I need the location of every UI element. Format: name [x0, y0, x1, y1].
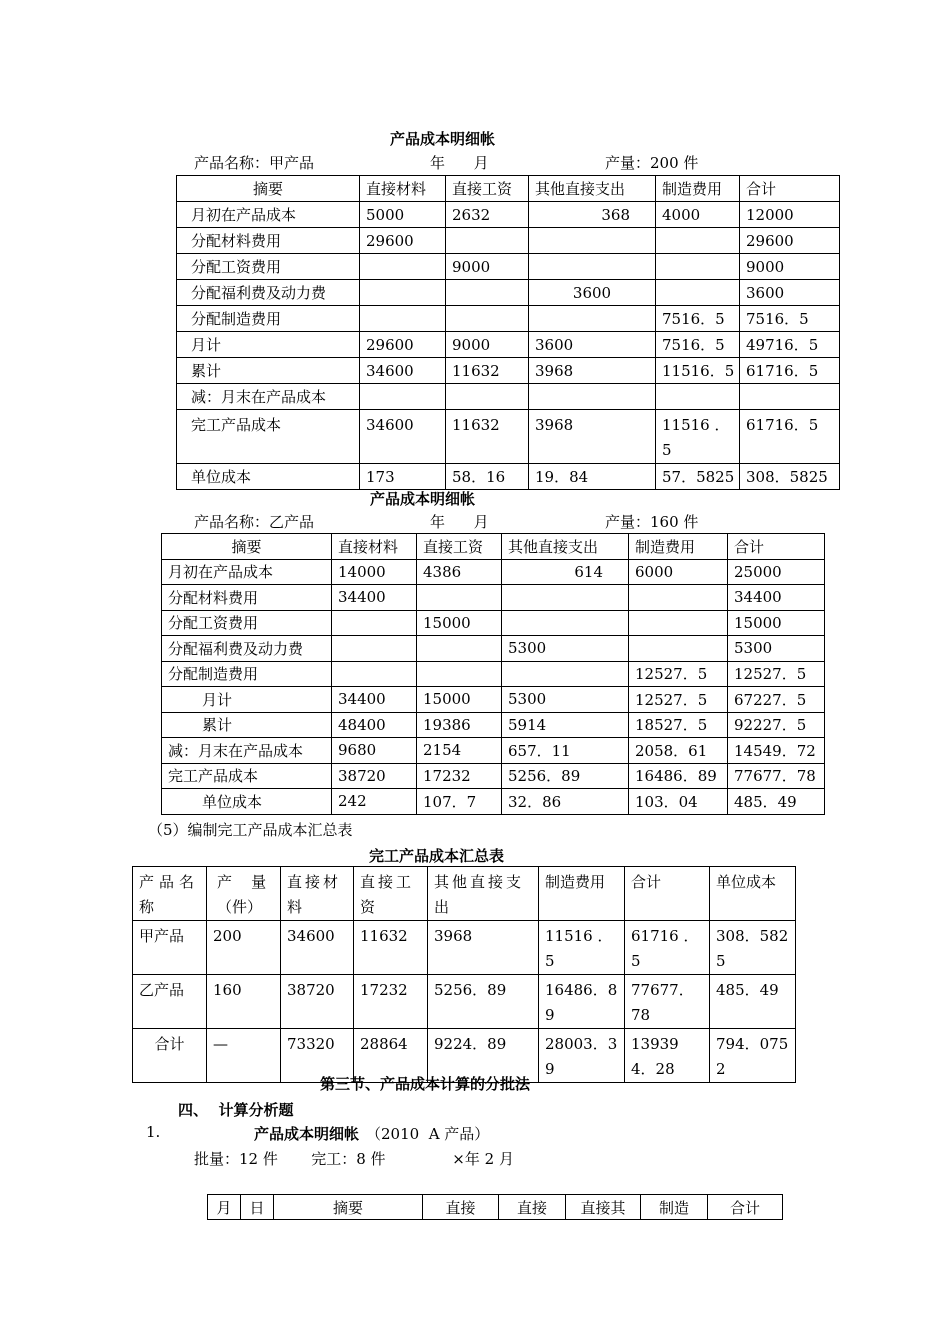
batch-info: 批量：12 件 完工：8 件 ×年 2 月: [194, 1150, 514, 1168]
row-label: 月初在产品成本: [177, 202, 360, 228]
cell: 17232: [417, 763, 502, 789]
table-row: [177, 202, 840, 228]
cell: 14000: [332, 559, 417, 585]
row-label: 完工产品成本: [162, 763, 332, 789]
cell: 11516 ．5: [539, 921, 625, 975]
cell: 5256．89: [502, 763, 629, 789]
table1-title: 产品成本明细帐: [390, 130, 496, 148]
table-row: [162, 661, 825, 687]
cell: 29600: [360, 228, 446, 254]
cell: 92227．5: [728, 712, 825, 738]
cell: [629, 585, 728, 611]
table2-date: 年 月: [430, 513, 489, 531]
header-direct-materials: 直接材料: [332, 534, 417, 560]
cell: 3600: [740, 280, 840, 306]
row-label: 累计: [162, 712, 332, 738]
cell: 160: [207, 975, 281, 1029]
cell: 2154: [417, 738, 502, 764]
header-other-direct: 其他直接支出: [502, 534, 629, 560]
header-total: 合计: [708, 1195, 783, 1220]
cell: [417, 585, 502, 611]
table-header-row: [177, 176, 840, 202]
table-row: [177, 280, 840, 306]
cell: 38720: [332, 763, 417, 789]
batch-cost-table: [207, 1194, 783, 1220]
cell: 9224．89: [428, 1029, 539, 1083]
cell: 12527．5: [629, 661, 728, 687]
row-label: 减：月末在产品成本: [162, 738, 332, 764]
cell: 5256．89: [428, 975, 539, 1029]
cell: 11516．5: [656, 358, 740, 384]
header-direct-wages: 直接工资: [446, 176, 529, 202]
header-manufacturing: 制造: [641, 1195, 708, 1220]
cell: 7516．5: [656, 306, 740, 332]
cell: 9000: [446, 254, 529, 280]
row-label: 分配制造费用: [177, 306, 360, 332]
table-row: [162, 559, 825, 585]
header-month: 月: [208, 1195, 241, 1220]
header-total: 合计: [728, 534, 825, 560]
row-label: 完工产品成本: [177, 410, 360, 464]
header-direct-1: 直接: [423, 1195, 499, 1220]
cell: 29600: [360, 332, 446, 358]
cell: 34600: [281, 921, 354, 975]
header-summary: 摘要: [177, 176, 360, 202]
section-title: 第三节、产品成本计算的分批法: [320, 1075, 531, 1093]
header-direct-materials: 直接材料: [360, 176, 446, 202]
cell: 368: [529, 202, 656, 228]
cell: 3600: [529, 332, 656, 358]
cell: 5300: [728, 636, 825, 662]
cell: 67227．5: [728, 687, 825, 713]
finished-cost-summary-table: [132, 866, 796, 1083]
table-row: [162, 687, 825, 713]
cell: 77677．78: [625, 975, 710, 1029]
cell: 7516．5: [740, 306, 840, 332]
product-cost-table-jia: [176, 175, 840, 490]
cell: 18527．5: [629, 712, 728, 738]
cell: 77677．78: [728, 763, 825, 789]
table-header-row: [133, 867, 796, 921]
row-label: 分配制造费用: [162, 661, 332, 687]
cell: [656, 228, 740, 254]
header-total: 合计: [625, 867, 710, 921]
table-row: [162, 789, 825, 815]
table-row: [177, 464, 840, 490]
header-day: 日: [241, 1195, 274, 1220]
row-label: 分配材料费用: [162, 585, 332, 611]
header-direct-wages: 直接工资: [354, 867, 428, 921]
cell: 614: [502, 559, 629, 585]
table-row: [177, 384, 840, 410]
cell: 58．16: [446, 464, 529, 490]
table-row: [133, 975, 796, 1029]
header-product-name: 产品名称: [133, 867, 207, 921]
cell: 5914: [502, 712, 629, 738]
cell: 34400: [332, 585, 417, 611]
cell: [360, 280, 446, 306]
cell: 11632: [354, 921, 428, 975]
table-row: [177, 254, 840, 280]
cell: 3968: [428, 921, 539, 975]
item-title: 产品成本明细帐: [254, 1125, 360, 1143]
cell: 103．04: [629, 789, 728, 815]
cell: 57．5825: [656, 464, 740, 490]
row-label: 甲产品: [133, 921, 207, 975]
table1-product: 产品名称：甲产品: [194, 154, 315, 172]
cell: 34600: [360, 358, 446, 384]
cell: 15000: [728, 610, 825, 636]
row-label: 分配福利费及动力费: [177, 280, 360, 306]
cell: [417, 661, 502, 687]
cell: 2632: [446, 202, 529, 228]
cell: —: [207, 1029, 281, 1083]
cell: 28003．39: [539, 1029, 625, 1083]
table-row: [162, 712, 825, 738]
cell: [502, 585, 629, 611]
row-label: 分配福利费及动力费: [162, 636, 332, 662]
table-row: [162, 636, 825, 662]
cell: 6000: [629, 559, 728, 585]
table-row: [177, 228, 840, 254]
cell: 15000: [417, 610, 502, 636]
table-row: [177, 306, 840, 332]
cell: 4000: [656, 202, 740, 228]
cell: 485．49: [728, 789, 825, 815]
table-header-row: [208, 1195, 783, 1220]
cell: 794．0752: [710, 1029, 796, 1083]
cell: 38720: [281, 975, 354, 1029]
cell: 34600: [360, 410, 446, 464]
table-row: [177, 410, 840, 464]
cell: [332, 661, 417, 687]
cell: 61716．5: [740, 358, 840, 384]
header-summary: 摘要: [162, 534, 332, 560]
cell: 14549．72: [728, 738, 825, 764]
cell: 5300: [502, 687, 629, 713]
cell: [360, 384, 446, 410]
subsection-title: 四、 计算分析题: [178, 1101, 294, 1119]
row-label: 月初在产品成本: [162, 559, 332, 585]
cell: 73320: [281, 1029, 354, 1083]
cell: 25000: [728, 559, 825, 585]
cell: [502, 610, 629, 636]
cell: 17232: [354, 975, 428, 1029]
header-total: 合计: [740, 176, 840, 202]
table2-product: 产品名称：乙产品: [194, 513, 315, 531]
cell: 11632: [446, 358, 529, 384]
cell: [332, 610, 417, 636]
cell: [656, 384, 740, 410]
header-manufacturing: 制造费用: [539, 867, 625, 921]
cell: [360, 306, 446, 332]
cell: [629, 610, 728, 636]
item-title-suffix: （2010 A 产品）: [366, 1125, 490, 1143]
cell: [502, 661, 629, 687]
cell: 61716．5: [740, 410, 840, 464]
cell: 173: [360, 464, 446, 490]
cell: [529, 384, 656, 410]
row-label: 分配工资费用: [177, 254, 360, 280]
header-other-direct: 其他直接支出: [428, 867, 539, 921]
cell: 15000: [417, 687, 502, 713]
header-manufacturing: 制造费用: [656, 176, 740, 202]
cell: [656, 280, 740, 306]
table-row: [162, 585, 825, 611]
cell: 9680: [332, 738, 417, 764]
cell: 16486．89: [539, 975, 625, 1029]
cell: 16486．89: [629, 763, 728, 789]
cell: 200: [207, 921, 281, 975]
cell: 3600: [529, 280, 656, 306]
table1-output: 产量：200 件: [605, 154, 699, 172]
cell: 308．5825: [740, 464, 840, 490]
table-row: [177, 358, 840, 384]
cell: 3968: [529, 410, 656, 464]
cell: 242: [332, 789, 417, 815]
header-direct-2: 直接: [499, 1195, 566, 1220]
step5-text: （5）编制完工产品成本汇总表: [148, 821, 353, 839]
row-label: 乙产品: [133, 975, 207, 1029]
cell: 49716．5: [740, 332, 840, 358]
cell: [529, 254, 656, 280]
cell: 34400: [728, 585, 825, 611]
row-label: 月计: [177, 332, 360, 358]
cell: 28864: [354, 1029, 428, 1083]
table2-title: 产品成本明细帐: [370, 490, 476, 508]
cell: 5000: [360, 202, 446, 228]
cell: [656, 254, 740, 280]
row-label: 分配工资费用: [162, 610, 332, 636]
row-label: 合计: [133, 1029, 207, 1083]
cell: [446, 280, 529, 306]
row-label: 单位成本: [162, 789, 332, 815]
cell: 107．7: [417, 789, 502, 815]
header-manufacturing: 制造费用: [629, 534, 728, 560]
row-label: 累计: [177, 358, 360, 384]
table-header-row: [162, 534, 825, 560]
cell: 308．5825: [710, 921, 796, 975]
table-row: [133, 921, 796, 975]
cell: [446, 384, 529, 410]
cell: [529, 228, 656, 254]
table1-date: 年 月: [430, 154, 489, 172]
cell: [629, 636, 728, 662]
cell: 12527．5: [629, 687, 728, 713]
cell: 19．84: [529, 464, 656, 490]
table-row: [162, 738, 825, 764]
cell: 5300: [502, 636, 629, 662]
cell: 7516．5: [656, 332, 740, 358]
row-label: 月计: [162, 687, 332, 713]
product-cost-table-yi: [161, 533, 825, 815]
cell: 3968: [529, 358, 656, 384]
cell: 2058．61: [629, 738, 728, 764]
cell: 139394．28: [625, 1029, 710, 1083]
cell: [417, 636, 502, 662]
table2-output: 产量：160 件: [605, 513, 699, 531]
header-direct-wages: 直接工资: [417, 534, 502, 560]
cell: [740, 384, 840, 410]
cell: 11632: [446, 410, 529, 464]
header-other-direct: 其他直接支出: [529, 176, 656, 202]
row-label: 减：月末在产品成本: [177, 384, 360, 410]
cell: 32．86: [502, 789, 629, 815]
header-direct-materials: 直接材料: [281, 867, 354, 921]
cell: [529, 306, 656, 332]
header-direct-other: 直接其: [566, 1195, 641, 1220]
cell: 9000: [740, 254, 840, 280]
header-quantity: 产 量（件）: [207, 867, 281, 921]
table-row: [162, 610, 825, 636]
cell: 4386: [417, 559, 502, 585]
table-row: [162, 763, 825, 789]
table-row: [177, 332, 840, 358]
cell: 34400: [332, 687, 417, 713]
cell: 485．49: [710, 975, 796, 1029]
cell: [360, 254, 446, 280]
cell: 12527．5: [728, 661, 825, 687]
cell: 11516 ．5: [656, 410, 740, 464]
header-summary: 摘要: [274, 1195, 423, 1220]
cell: [446, 306, 529, 332]
cell: [332, 636, 417, 662]
item-number: 1.: [146, 1123, 161, 1141]
cell: 12000: [740, 202, 840, 228]
cell: 61716 ．5: [625, 921, 710, 975]
cell: 19386: [417, 712, 502, 738]
cell: 657．11: [502, 738, 629, 764]
cell: 48400: [332, 712, 417, 738]
header-unit-cost: 单位成本: [710, 867, 796, 921]
cell: 29600: [740, 228, 840, 254]
cell: 9000: [446, 332, 529, 358]
cell: [446, 228, 529, 254]
row-label: 单位成本: [177, 464, 360, 490]
row-label: 分配材料费用: [177, 228, 360, 254]
table3-title: 完工产品成本汇总表: [369, 847, 505, 865]
